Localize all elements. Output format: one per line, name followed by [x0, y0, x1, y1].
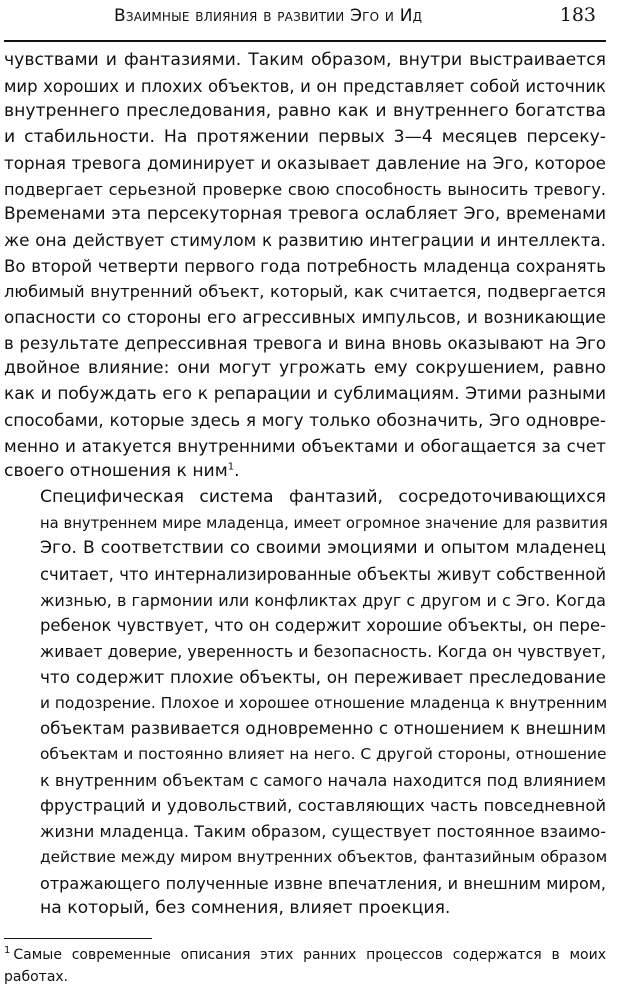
text-line: внутреннего преследования, равно как и внутреннего богатства: [4, 101, 606, 122]
text-line: Временами эта персекуторная тревога ослабляет Эго, временами: [4, 204, 606, 225]
footnote: [4, 944, 606, 988]
text-line: подвергает серьезной проверке свою способность выносить тревогу.: [4, 179, 606, 199]
text-line: торная тревога доминирует и оказывает давление на Эго, которое: [4, 152, 606, 173]
footnote-mark: 1: [4, 945, 11, 957]
text-line: объектам развивается одновременно с отношением к внешним: [40, 719, 606, 739]
text-line: к внутренним объектам с самого начала находится под влиянием: [40, 770, 606, 790]
footnote-divider: [4, 938, 152, 939]
text-line: отражающего полученные извне впечатления, и внешним миром,: [40, 873, 606, 893]
last-line-text: своего отношения к ним: [4, 461, 228, 482]
text-line: объектам и постоянно влияет на него. С другой стороны, отношение: [40, 744, 607, 763]
text-line: считает, что интернализированные объекты живут собственной: [40, 565, 606, 585]
paragraph-1: [4, 48, 606, 485]
page-number: 183: [559, 4, 596, 26]
text-line: опасности со стороны его агрессивных импульсов, и возникающие: [4, 307, 606, 328]
text-line: ребенок чувствует, что он содержит хорошие объекты, он пере-: [40, 616, 606, 636]
text-line: действие между миром внутренних объектов, фантазийным образом: [40, 847, 608, 866]
body-text: [4, 48, 606, 922]
text-line-last: своего отношения к ним$^1$.: [4, 461, 240, 482]
paragraph-2: [4, 485, 606, 922]
text-line: жизнью, в гармонии или конфликтах друг с другом и с Эго. Когда: [40, 590, 606, 610]
text-line: мир хороших и плохих объектов, и он представляет собой источник: [4, 76, 606, 96]
text-line: Эго. В соответствии со своими эмоциями и опытом младенец: [40, 538, 606, 559]
text-line-first: Специфическая система фантазий, сосредоточивающихся: [40, 486, 606, 507]
text-line: чувствами и фантазиями. Таким образом, внутри выстраивается: [4, 50, 606, 70]
text-line: и стабильности. На протяжении первых 3—4 месяцев персеку-: [4, 127, 606, 148]
text-line: живает доверие, уверенность и безопасность. Когда он чувствует,: [40, 642, 606, 662]
text-line: что содержит плохие объекты, он переживает преследование: [40, 666, 606, 687]
page-header: [4, 0, 606, 42]
text-line: как и побуждать его к репарации и сублимациям. Этими разными: [4, 384, 606, 405]
text-line: менно и атакуется внутренними объектами и обогащается за счет: [4, 435, 606, 456]
text-line: двойное влияние: они могут угрожать ему сокрушением, равно: [4, 358, 606, 379]
text-line: любимый внутренний объект, который, как считается, подвергается: [4, 282, 606, 302]
text-line: и подозрение. Плохое и хорошее отношение младенца к внутренним: [40, 693, 608, 712]
text-line: жизни младенца. Таким образом, существует постоянное взаимо-: [40, 822, 606, 842]
footnote-text: Самые современные описания этих ранних процессов содержатся в моих работах.: [4, 947, 606, 985]
text-line: на внутреннем мире младенца, имеет огромное значение для развития: [40, 514, 608, 532]
text-line: Во второй четверти первого года потребность младенца сохранять: [4, 256, 606, 276]
text-line: же она действует стимулом к развитию интеграции и интеллекта.: [4, 229, 606, 250]
footnote-reference[interactable]: 1: [227, 461, 235, 473]
text-line: способами, которые здесь я могу только обозначить, Эго одновре-: [4, 409, 606, 430]
text-line: в результате депрессивная тревога и вина вновь оказывают на Эго: [4, 333, 606, 353]
text-line: фрустраций и удовольствий, составляющих часть повседневной: [40, 796, 606, 816]
running-title: Взаимные влияния в развитии Эго и Ид: [114, 6, 423, 26]
text-line-last: на который, без сомнения, влияет проекция.: [40, 898, 451, 919]
